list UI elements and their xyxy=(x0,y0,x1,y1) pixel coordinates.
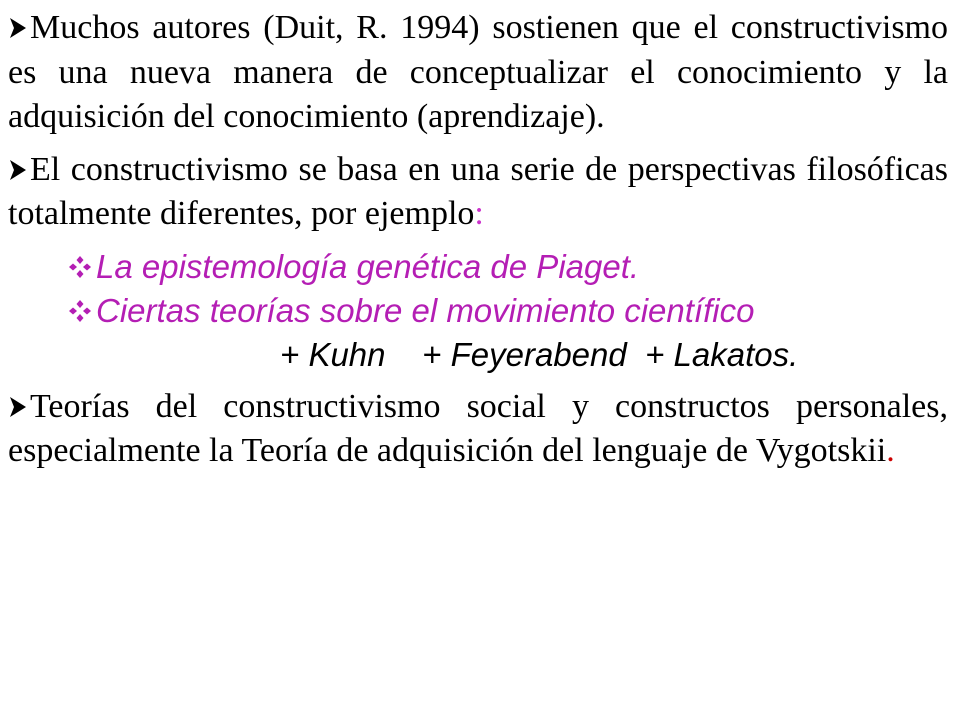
slide-content xyxy=(8,6,948,482)
bullet-text: Muchos autores (Duit, R. 1994) sostienen que el constructivismo es una nueva manera de conceptualizar el conocimiento y la adquisición del conocimiento (aprendizaje). xyxy=(8,9,948,135)
subbullet-text: La epistemología genética de Piaget. xyxy=(96,247,640,285)
arrowhead-bullet-icon xyxy=(8,158,28,182)
bullet-philosophical-perspectives xyxy=(8,148,948,237)
period-mark: . xyxy=(886,432,895,469)
authors-line: + Kuhn + Feyerabend + Lakatos. xyxy=(280,335,799,373)
bullet-text: Teorías del constructivismo social y constructos personales, especialmente la Teoría de adquisición del lenguaje de Vygotskii xyxy=(8,387,948,469)
arrowhead-bullet-icon xyxy=(8,16,28,40)
bullet-social-constructivism xyxy=(8,385,948,474)
four-diamond-bullet-icon xyxy=(68,255,92,279)
subbullet-scientific-movement xyxy=(8,289,948,333)
colon-mark: : xyxy=(474,195,484,232)
arrowhead-bullet-icon xyxy=(8,395,28,419)
four-diamond-bullet-icon xyxy=(68,299,92,323)
bullet-constructivism-definition xyxy=(8,6,948,140)
subbullet-text: Ciertas teorías sobre el movimiento científico xyxy=(96,291,755,329)
bullet-text: El constructivismo se basa en una serie de perspectivas filosóficas totalmente diferentes, por ejemplo xyxy=(8,150,948,232)
subbullet-piaget xyxy=(8,245,948,289)
